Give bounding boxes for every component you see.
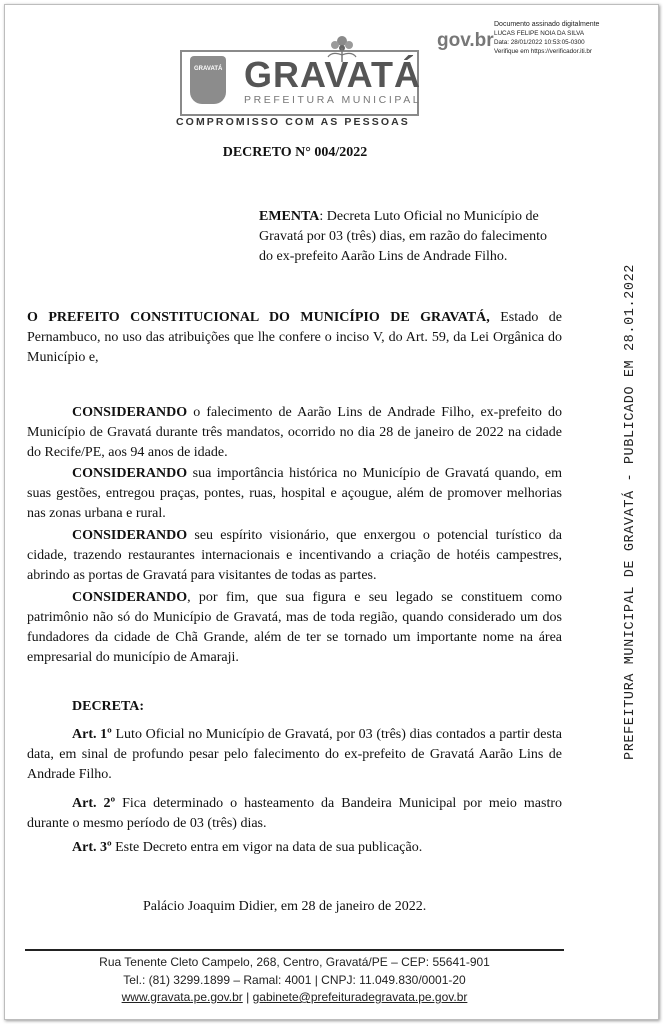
email-link[interactable]: gabinete@prefeituradegravata.pe.gov.br: [252, 990, 468, 1004]
crest-text: GRAVATÁ: [194, 66, 223, 72]
considerando-paragraph: [27, 403, 562, 463]
signature-line: Verifique em https://verificador.iti.br: [494, 48, 592, 55]
considerando-text: o falecimento de Aarão Lins de Andrade Filho, ex-prefeito do Município de Gravatá durante três mandatos, ocorrido no dia 28 de janeiro de 2022 na cidade do Recife/PE, aos 94 anos de idade.: [27, 405, 562, 460]
article-paragraph: [27, 725, 562, 785]
publication-stamp: PREFEITURA MUNICIPAL DE GRAVATÁ - PUBLICADO EM 28.01.2022: [623, 264, 638, 760]
considerando-label: CONSIDERANDO: [72, 466, 188, 481]
considerando-text: , por fim, que sua figura e seu legado se constituem como patrimônio não só do Município de Gravatá, mas de toda região, quando considerado um dos fundadores da cidade de Chã Grande, além de ter se tornado um importante nome na área empresarial do município de Amaraji.: [27, 590, 562, 665]
decree-title: DECRETO N° 004/2022: [222, 145, 368, 160]
ementa-label: EMENTA: [259, 209, 320, 224]
place-date: Palácio Joaquim Didier, em 28 de janeiro de 2022.: [143, 899, 427, 914]
considerando-paragraph: [27, 526, 562, 586]
footer-links: [25, 990, 564, 1004]
city-crest: [190, 56, 226, 104]
article-label: Art. 2º: [72, 796, 116, 811]
footer-contact: Tel.: (81) 3299.1899 – Ramal: 4001 | CNPJ: 11.049.830/0001-20: [123, 973, 466, 987]
govbr-logo: gov.br: [437, 30, 494, 51]
footer-separator: |: [246, 990, 250, 1004]
website-link[interactable]: www.gravata.pe.gov.br: [121, 990, 243, 1004]
ementa: [259, 207, 562, 267]
footer-address: Rua Tenente Cleto Campelo, 268, Centro, Gravatá/PE – CEP: 55641-901: [99, 955, 490, 969]
considerando-text: sua importância histórica no Município de Gravatá quando, em suas gestões, entregou praças, pontes, ruas, hospital e açougue, além de promover melhorias nas zonas urbana e rural.: [27, 466, 562, 521]
digital-signature: [494, 20, 599, 56]
preamble-text: Estado de Pernambuco, no uso das atribuições que lhe confere o inciso V, do Art. 59, da Lei Orgânica do Município e,: [27, 310, 562, 365]
considerando-paragraph: [27, 464, 562, 524]
decreta-heading: DECRETA:: [72, 699, 145, 714]
considerando-paragraph: [27, 588, 562, 668]
considerando-label: CONSIDERANDO: [72, 405, 188, 420]
signature-line: Documento assinado digitalmente: [494, 21, 600, 28]
brand-subtitle: PREFEITURA MUNICIPAL: [244, 94, 422, 106]
article-label: Art. 1º: [72, 727, 112, 742]
article-text: Luto Oficial no Município de Gravatá, por 03 (três) dias contados a partir desta data, em sinal de profundo pesar pelo falecimento do ex-prefeito de Gravatá Aarão Lins de Andrade Filho.: [27, 727, 562, 782]
considerando-text: seu espírito visionário, que enxergou o potencial turístico da cidade, trazendo restaurantes internacionais e incentivando a criação de hotéis campestres, abrindo as portas de Gravatá para visitantes de todas as partes.: [27, 528, 562, 583]
article-text: Fica determinado o hasteamento da Bandeira Municipal por meio mastro durante o mesmo período de 03 (três) dias.: [27, 796, 562, 831]
ementa-text: : Decreta Luto Oficial no Município de Gravatá por 03 (três) dias, em razão do falecimento do ex-prefeito Aarão Lins de Andrade Filho.: [259, 209, 548, 264]
signature-line: LUCAS FELIPE NOIA DA SILVA: [494, 30, 585, 37]
article-paragraph: [27, 794, 562, 834]
article-text: Este Decreto entra em vigor na data de sua publicação.: [111, 840, 423, 855]
signature-line: Data: 28/01/2022 10:53:05-0300: [494, 39, 585, 46]
footer-divider: [25, 949, 564, 951]
brand-name: GRAVATÁ: [244, 54, 421, 95]
considerando-label: CONSIDERANDO: [72, 528, 188, 543]
slogan: COMPROMISSO COM AS PESSOAS: [176, 116, 410, 128]
article-label: Art. 3º: [72, 840, 112, 855]
preamble: [27, 308, 562, 368]
preamble-bold: O PREFEITO CONSTITUCIONAL DO MUNICÍPIO DE GRAVATÁ,: [27, 310, 490, 325]
considerando-label: CONSIDERANDO: [72, 590, 188, 605]
article-paragraph: [27, 838, 562, 858]
